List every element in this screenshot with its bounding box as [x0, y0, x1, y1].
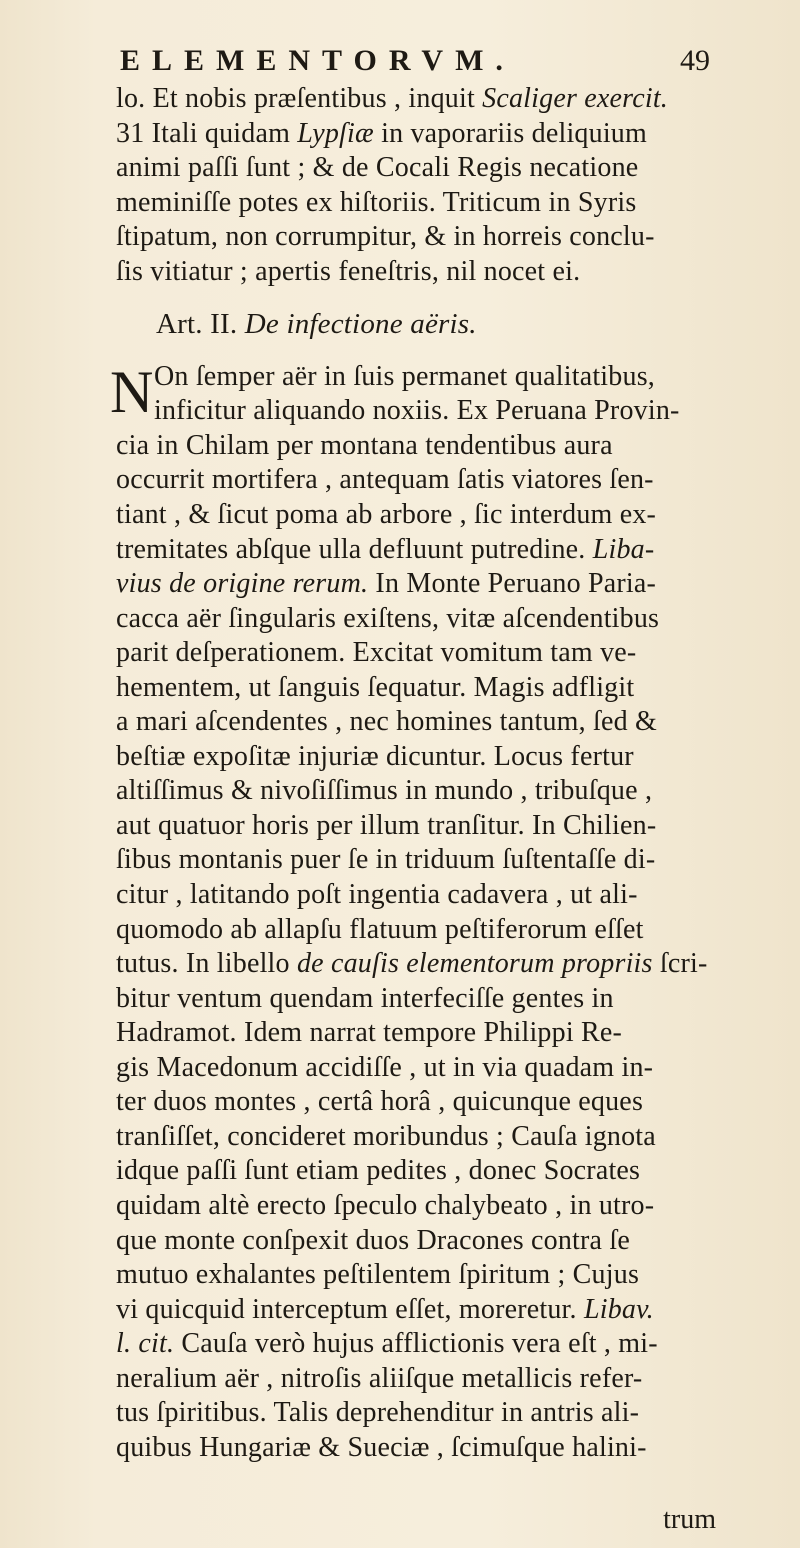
text-line: bitur ventum quendam interfeciſſe gentes in — [116, 982, 614, 1014]
text-line: ter duos montes , certâ horâ , quicunque eques — [116, 1086, 644, 1118]
text-line: cia in Chilam per montana tendentibus aura — [116, 429, 613, 461]
text-line: a mari aſcendentes , nec homines tantum, ſed & — [116, 706, 658, 738]
text-line: l. cit. Cauſa verò hujus afflictionis vera eſt , mi- — [116, 1328, 658, 1360]
text-line: aut quatuor horis per illum tranſitur. In Chilien- — [116, 809, 657, 841]
text-line: quibus Hungariæ & Sueciæ , ſcimuſque halini- — [116, 1431, 647, 1463]
text-line: tutus. In libello de cauſis elementorum propriis ſcri- — [116, 948, 708, 980]
text-line: ſis vitiatur ; apertis feneſtris, nil nocet ei. — [116, 255, 581, 287]
text-line: mutuo exhalantes peſtilentem ſpiritum ; Cujus — [116, 1259, 640, 1291]
body-text — [110, 82, 716, 1465]
text-line: idque paſſi ſunt etiam pedites , donec Socrates — [116, 1155, 641, 1187]
text-line: animi paſſi ſunt ; & de Cocali Regis necatione — [116, 152, 639, 184]
article-title: De infectione aëris. — [244, 308, 477, 341]
text-line: tiant , & ſicut poma ab arbore , ſic interdum ex- — [116, 499, 657, 531]
spacer — [116, 342, 716, 360]
text-line: occurrit mortifera , antequam ſatis viatores ſen- — [116, 464, 654, 496]
text-line: citur , latitando poſt ingentia cadavera , ut ali- — [116, 879, 638, 911]
drop-capital: N — [110, 358, 154, 425]
text-line: inficitur aliquando noxiis. Ex Peruana Provin- — [154, 395, 680, 427]
article-heading — [116, 307, 716, 342]
text-line: Hadramot. Idem narrat tempore Philippi Re- — [116, 1017, 623, 1049]
text-line: que monte conſpexit duos Dracones contra ſe — [116, 1224, 630, 1256]
text-line: quomodo ab allapſu flatuum peſtiferorum eſſet — [116, 913, 644, 945]
text-line: ſibus montanis puer ſe in triduum ſuſtentaſſe di- — [116, 844, 656, 876]
page-number: 49 — [680, 44, 710, 77]
text-line: N On ſemper aër in ſuis permanet qualitatibus, — [110, 358, 655, 425]
text-line: tus ſpiritibus. Talis deprehenditur in antris ali- — [116, 1397, 640, 1429]
text-line: beſtiæ expoſitæ injuriæ dicuntur. Locus fertur — [116, 740, 634, 772]
text-line: vius de origine rerum. In Monte Peruano Paria- — [116, 568, 657, 600]
text-line: meminiſſe potes ex hiſtoriis. Triticum in Syris — [116, 186, 637, 218]
page-header — [120, 44, 710, 84]
text-line: tranſiſſet, concideret moribundus ; Cauſa ignota — [116, 1120, 656, 1152]
text-line: lo. Et nobis præſentibus , inquit Scaliger exercit. — [116, 83, 668, 114]
text-line: 31 Itali quidam Lypſiæ in vaporariis deliquium — [116, 117, 647, 149]
running-head: ELEMENTORVM. — [120, 44, 515, 77]
text-line: neralium aër , nitroſis aliiſque metallicis refer- — [116, 1362, 643, 1394]
spacer — [116, 289, 716, 307]
text-line: altiſſimus & nivoſiſſimus in mundo , tribuſque , — [116, 775, 653, 807]
text-line: hementem, ut ſanguis ſequatur. Magis adfligit — [116, 671, 635, 703]
article-label: Art. II. — [156, 308, 238, 341]
text-line: cacca aër ſingularis exiſtens, vitæ aſcendentibus — [116, 602, 660, 634]
text-line: quidam altè erecto ſpeculo chalybeato , in utro- — [116, 1189, 655, 1221]
text-line: parit deſperationem. Excitat vomitum tam ve- — [116, 637, 637, 669]
catchword: trum — [663, 1504, 716, 1535]
text-line: ſtipatum, non corrumpitur, & in horreis conclu- — [116, 221, 655, 253]
text-line: gis Macedonum accidiſſe , ut in via quadam in- — [116, 1051, 654, 1083]
text-line: vi quicquid interceptum eſſet, moreretur. Libav. — [116, 1293, 654, 1325]
text-line: tremitates abſque ulla defluunt putredine. Liba- — [116, 533, 655, 565]
